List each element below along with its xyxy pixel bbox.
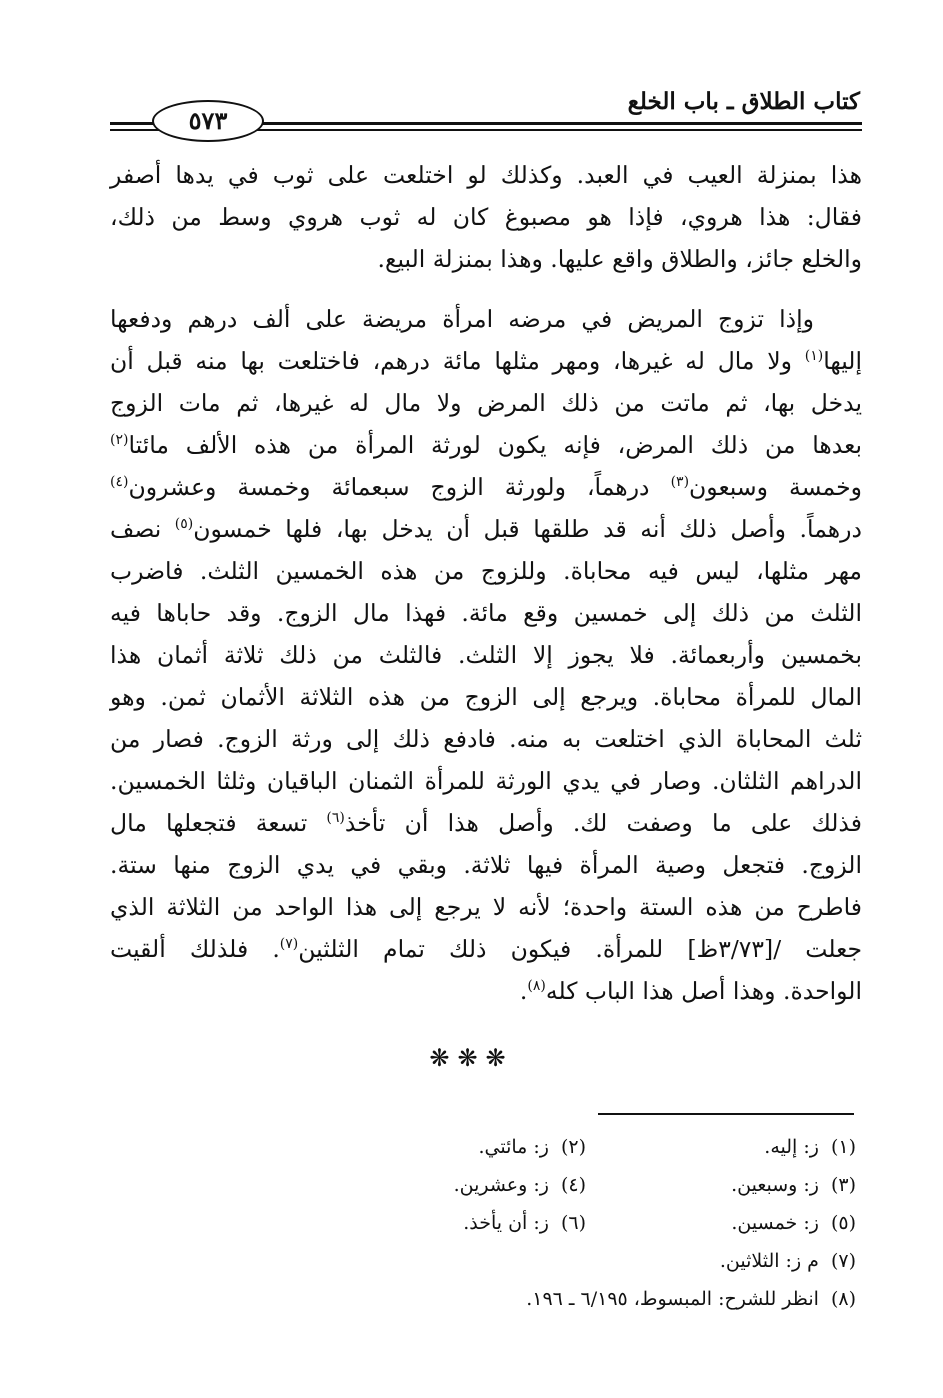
footnote-number: (٤): [560, 1174, 586, 1196]
footnote-8: [526, 1280, 856, 1318]
text-fragment: بعدها من ذلك المرض، فإنه يكون لورثة المرأة من هذه الألف مائتا: [128, 431, 862, 459]
footnote-3: [731, 1166, 856, 1204]
text-fragment: فذلك على ما وصفت لك. وأصل هذا أن: [404, 809, 862, 837]
footnote-text: ز: أن يأخذ.: [463, 1212, 549, 1234]
footnote-number: (٦): [560, 1212, 586, 1234]
text-fragment: نصف: [110, 515, 162, 543]
footnote-ref-6[interactable]: (٦): [326, 810, 345, 827]
text-fragment: درهماً، ولورثة الزوج سبعمائة وخمسة وعشرون: [128, 473, 650, 501]
footnotes: [300, 1128, 856, 1318]
text-fragment: ولا مال له غيرها، ومهر مثلها مائة درهم، فاختلعت بها منه قبل أن: [110, 347, 792, 375]
text-line: [110, 970, 862, 1012]
text-line: والخلع جائز، والطلاق واقع عليها. وهذا بمنزلة البيع.: [377, 245, 862, 273]
footnote-row: [300, 1204, 856, 1242]
text-line: المال للمرأة محاباة. ويرجع إلى الزوج من هذه الثلاثة الأثمان ثمن. وهو: [110, 683, 862, 711]
footnote-text: ز: وسبعين.: [731, 1174, 819, 1196]
text-line: فقال: هذا هروي، فإذا هو مصبوغ كان له ثوب هروي وسط من ذلك،: [110, 203, 862, 231]
footnote-ref-3[interactable]: (٣): [670, 474, 690, 491]
footnote-text: ز: إليه.: [764, 1136, 819, 1158]
footnote-text: ز: خمسين.: [731, 1212, 819, 1234]
text-line: الثلث من ذلك إلى خمسين وقع مائة. فهذا مال الزوج. وقد حاباها فيه: [110, 599, 862, 627]
footnote-ref-2[interactable]: (٢): [110, 432, 129, 449]
text-fragment: . فلذلك ألقيت: [110, 935, 280, 963]
footnote-ref-1[interactable]: (١): [804, 348, 824, 365]
footnote-row: [300, 1166, 856, 1204]
section-separator: ❋❋❋: [429, 1044, 514, 1072]
text-line: الزوج. فتجعل وصية المرأة فيها ثلاثة. وبقي في يدي الزوج منها ستة.: [110, 851, 862, 879]
text-line: [110, 508, 862, 550]
text-line: يدخل بها، ثم ماتت من ذلك المرض ولا مال له غيرها، ثم مات الزوج: [110, 389, 862, 417]
page-number: ٥٧٣: [152, 100, 264, 142]
text-line: الدراهم الثلثان. وصار في يدي الورثة للمرأة الثمنان الباقيان وثلثا الخمسين.: [110, 767, 862, 795]
footnote-6: [463, 1204, 586, 1242]
footnote-2: [478, 1128, 586, 1166]
text-line: مهر مثلها، ليس فيه محاباة. وللزوج من هذه الخمسين الثلث. فاضرب: [110, 557, 862, 585]
text-fragment: درهماً. وأصل ذلك أنه قد طلقها قبل أن يدخل بها، فلها خمسون: [193, 515, 862, 543]
text-fragment: إليها: [823, 347, 862, 375]
text-line: [110, 928, 862, 970]
footnote-text: ز: مائتي.: [478, 1136, 549, 1158]
text-line: ثلث المحاباة الذي اختلعت به منه. فادفع ذلك إلى ورثة الزوج. فصار من: [110, 725, 862, 753]
paragraph-1: [110, 154, 862, 280]
footnote-number: (٨): [830, 1288, 856, 1310]
text-line: [110, 802, 862, 844]
text-line: هذا بمنزلة العيب في العبد. وكذلك لو اختلعت على ثوب في يدها أصفر: [110, 161, 862, 189]
text-line: [110, 466, 862, 508]
text-line: [110, 340, 862, 382]
footnote-text: م ز: الثلاثين.: [719, 1250, 819, 1272]
footnote-number: (٢): [560, 1136, 586, 1158]
footnote-ref-5[interactable]: (٥): [174, 516, 194, 533]
text-line: [110, 424, 862, 466]
footnote-text: انظر للشرح: المبسوط، ٦/١٩٥ ـ ١٩٦.: [526, 1288, 819, 1310]
footnote-row: [300, 1280, 856, 1318]
footnote-ref-7[interactable]: (٧): [279, 936, 299, 953]
text-fragment: تسعة فتجعلها مال: [110, 809, 308, 837]
footnote-number: (١): [830, 1136, 856, 1158]
paragraph-2: [110, 298, 862, 1012]
text-line: فاطرح من هذه الستة واحدة؛ لأنه لا يرجع إلى هذا الواحد من الثلاثة الذي: [110, 893, 862, 921]
footnote-5: [731, 1204, 856, 1242]
footnote-number: (٥): [830, 1212, 856, 1234]
text-fragment: .: [519, 977, 528, 1005]
footnote-7: [720, 1242, 856, 1280]
footnote-number: (٧): [830, 1250, 856, 1272]
footnote-text: ز: وعشرين.: [453, 1174, 549, 1196]
footnote-number: (٣): [830, 1174, 856, 1196]
footnote-4: [454, 1166, 586, 1204]
footnote-ref-8[interactable]: (٨): [527, 978, 546, 995]
running-header: [110, 72, 862, 135]
text-fragment: وخمسة وسبعون: [689, 473, 862, 501]
text-fragment: الواحدة. وهذا أصل هذا الباب كله: [545, 977, 862, 1005]
text-fragment: جعلت /[٣/٧٣ظ] للمرأة. فيكون ذلك تمام: [383, 935, 862, 963]
text-line: وإذا تزوج المريض في مرضه امرأة مريضة على ألف درهم ودفعها: [110, 305, 814, 333]
text-line: بخمسين وأربعمائة. فلا يجوز إلا الثلث. فالثلث من ذلك ثلاثة أثمان هذا: [110, 641, 862, 669]
text-fragment: الثلثين: [298, 935, 359, 963]
text-fragment: تأخذ: [344, 809, 386, 837]
footnote-1: [764, 1128, 856, 1166]
footnote-rule: [598, 1113, 854, 1115]
footnote-row: [300, 1128, 856, 1166]
footnote-row: [300, 1242, 856, 1280]
footnote-ref-4[interactable]: (٤): [110, 474, 129, 491]
chapter-title: كتاب الطلاق ـ باب الخلع: [627, 88, 860, 115]
